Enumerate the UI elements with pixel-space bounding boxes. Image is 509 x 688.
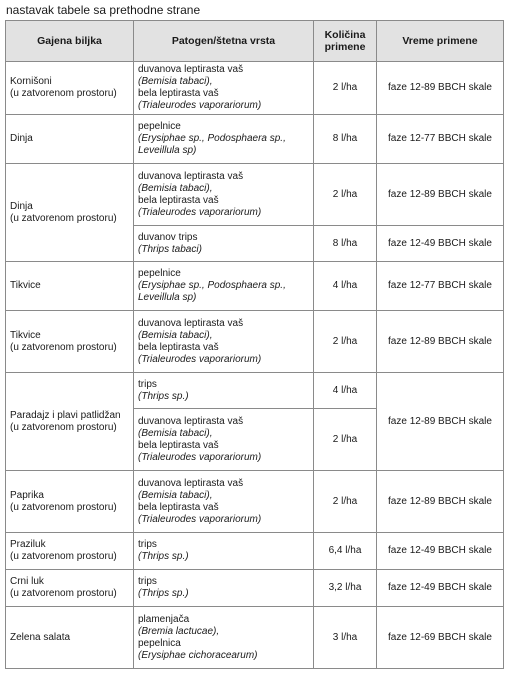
pathogen-cell: [134, 226, 314, 262]
pathogen-line: [138, 171, 309, 183]
crop-name: Kornišoni: [10, 76, 52, 87]
crop-location: (u zatvorenom prostoru): [10, 212, 117, 224]
crop-cell: [6, 373, 134, 471]
header-amount-line2: primene: [324, 41, 366, 53]
crop-name: Dinja: [10, 200, 33, 212]
amount-cell: 2 l/ha: [314, 311, 377, 373]
pathogen-line: [138, 626, 309, 638]
time-cell: faze 12-49 BBCH skale: [377, 570, 504, 607]
pathogen-cell: [134, 262, 314, 311]
pathogen-scientific-name: (Trialeurodes vaporariorum): [138, 353, 262, 365]
pathogen-line: [138, 514, 309, 526]
pathogen-common-name: bela leptirasta vaš: [138, 88, 219, 99]
header-pathogen: Patogen/štetna vrsta: [134, 21, 314, 62]
pathogen-line: [138, 244, 309, 256]
pathogen-common-name: duvanova leptirasta vaš: [138, 170, 244, 182]
crop-cell: [6, 570, 134, 607]
table-row: [6, 262, 504, 311]
pathogen-cell: [134, 471, 314, 533]
pathogen-common-name: pepelnice: [138, 268, 181, 279]
pathogen-common-name: trips: [138, 539, 157, 550]
pathogen-line: [138, 145, 309, 157]
time-cell: faze 12-49 BBCH skale: [377, 226, 504, 262]
time-cell: faze 12-89 BBCH skale: [377, 311, 504, 373]
pathogen-scientific-name: (Bemisia tabaci),: [138, 489, 213, 501]
pathogen-cell: [134, 607, 314, 669]
amount-cell: 2 l/ha: [314, 409, 377, 471]
pathogen-common-name: trips: [138, 378, 157, 390]
pathogen-scientific-name: (Thrips sp.): [138, 551, 189, 562]
pathogen-common-name: pepelnice: [138, 121, 181, 132]
pathogen-common-name: pepelnica: [138, 637, 181, 649]
table-row: [6, 533, 504, 570]
amount-cell: 3,2 l/ha: [314, 570, 377, 607]
pathogen-line: [138, 183, 309, 195]
time-cell: faze 12-69 BBCH skale: [377, 607, 504, 669]
pathogen-line: [138, 440, 309, 452]
pathogen-line: [138, 638, 309, 650]
pathogen-common-name: duvanova leptirasta vaš: [138, 64, 244, 75]
pathogen-line: [138, 452, 309, 464]
amount-cell: 4 l/ha: [314, 373, 377, 409]
amount-cell: 2 l/ha: [314, 62, 377, 115]
pathogen-scientific-name: (Bremia lactucae),: [138, 625, 220, 637]
pathogen-cell: [134, 62, 314, 115]
pathogen-scientific-name: (Erysiphae cichoracearum): [138, 649, 258, 661]
crop-cell: [6, 471, 134, 533]
time-cell: faze 12-77 BBCH skale: [377, 262, 504, 311]
pathogen-scientific-name: (Bemisia tabaci),: [138, 76, 213, 87]
pathogen-cell: [134, 164, 314, 226]
pathogen-line: [138, 88, 309, 100]
crop-cell: [6, 533, 134, 570]
table-row: [6, 607, 504, 669]
pathogen-line: [138, 354, 309, 366]
header-time: Vreme primene: [377, 21, 504, 62]
crop-name: Praziluk: [10, 539, 46, 550]
pathogen-scientific-name: (Thrips sp.): [138, 588, 189, 599]
crop-location: (u zatvorenom prostoru): [10, 341, 117, 353]
crop-cell: [6, 607, 134, 669]
pathogen-common-name: trips: [138, 576, 157, 587]
crop-location: (u zatvorenom prostoru): [10, 551, 117, 562]
pathogen-line: [138, 292, 309, 304]
pathogen-common-name: bela leptirasta vaš: [138, 439, 219, 451]
pathogen-line: [138, 478, 309, 490]
time-cell: faze 12-89 BBCH skale: [377, 62, 504, 115]
crop-name: Tikvice: [10, 280, 41, 291]
pathogen-line: [138, 330, 309, 342]
pathogen-cell: [134, 409, 314, 471]
crop-location: (u zatvorenom prostoru): [10, 88, 117, 99]
pathogen-line: [138, 428, 309, 440]
table-row: [6, 115, 504, 164]
pathogen-scientific-name: (Trialeurodes vaporariorum): [138, 513, 262, 525]
crop-name: Zelena salata: [10, 631, 71, 643]
crop-name: Paprika: [10, 489, 44, 501]
pathogen-line: [138, 391, 309, 403]
pathogen-line: [138, 502, 309, 514]
pathogen-line: [138, 280, 309, 292]
crop-cell: [6, 311, 134, 373]
pathogen-scientific-name: (Trialeurodes vaporariorum): [138, 100, 262, 111]
pathogen-common-name: duvanova leptirasta vaš: [138, 415, 244, 427]
crop-cell: [6, 262, 134, 311]
table-row: [6, 471, 504, 533]
time-cell: faze 12-89 BBCH skale: [377, 471, 504, 533]
time-cell: faze 12-89 BBCH skale: [377, 373, 504, 471]
amount-cell: 2 l/ha: [314, 471, 377, 533]
amount-cell: 8 l/ha: [314, 226, 377, 262]
crop-name: Tikvice: [10, 329, 41, 341]
pathogen-line: [138, 416, 309, 428]
header-amount: [314, 21, 377, 62]
pathogen-cell: [134, 373, 314, 409]
pathogen-line: [138, 650, 309, 662]
application-table: [5, 20, 504, 669]
pathogen-scientific-name: (Bemisia tabaci),: [138, 182, 213, 194]
pathogen-line: [138, 342, 309, 354]
crop-cell: [6, 164, 134, 262]
amount-cell: 6,4 l/ha: [314, 533, 377, 570]
pathogen-line: [138, 64, 309, 76]
pathogen-line: [138, 232, 309, 244]
pathogen-cell: [134, 570, 314, 607]
pathogen-scientific-name: (Erysiphae sp., Podosphaera sp.,: [138, 133, 286, 144]
table-caption: nastavak tabele sa prethodne strane: [6, 3, 201, 17]
crop-name: Dinja: [10, 133, 33, 144]
time-cell: faze 12-77 BBCH skale: [377, 115, 504, 164]
pathogen-line: [138, 133, 309, 145]
table-row: [6, 373, 504, 409]
pathogen-scientific-name: (Thrips sp.): [138, 390, 189, 402]
pathogen-scientific-name: Leveillula sp): [138, 292, 197, 303]
pathogen-scientific-name: (Trialeurodes vaporariorum): [138, 206, 262, 218]
table-row: [6, 311, 504, 373]
pathogen-scientific-name: (Erysiphae sp., Podosphaera sp.,: [138, 280, 286, 291]
pathogen-common-name: bela leptirasta vaš: [138, 194, 219, 206]
pathogen-scientific-name: (Bemisia tabaci),: [138, 329, 213, 341]
crop-name: Paradajz i plavi patlidžan: [10, 409, 121, 421]
table-header-row: [6, 21, 504, 62]
pathogen-line: [138, 268, 309, 280]
pathogen-cell: [134, 311, 314, 373]
pathogen-common-name: bela leptirasta vaš: [138, 341, 219, 353]
pathogen-line: [138, 195, 309, 207]
pathogen-line: [138, 588, 309, 600]
pathogen-common-name: plamenjača: [138, 613, 190, 625]
header-amount-line1: Količina: [324, 29, 366, 41]
pathogen-line: [138, 100, 309, 112]
table-row: [6, 164, 504, 226]
pathogen-common-name: duvanov trips: [138, 231, 198, 243]
pathogen-common-name: duvanova leptirasta vaš: [138, 477, 244, 489]
pathogen-line: [138, 490, 309, 502]
crop-location: (u zatvorenom prostoru): [10, 588, 117, 599]
pathogen-scientific-name: (Bemisia tabaci),: [138, 427, 213, 439]
crop-location: (u zatvorenom prostoru): [10, 501, 117, 513]
crop-location: (u zatvorenom prostoru): [10, 421, 117, 433]
amount-cell: 4 l/ha: [314, 262, 377, 311]
header-crop: Gajena biljka: [6, 21, 134, 62]
pathogen-line: [138, 539, 309, 551]
time-cell: faze 12-89 BBCH skale: [377, 164, 504, 226]
pathogen-line: [138, 551, 309, 563]
amount-cell: 2 l/ha: [314, 164, 377, 226]
pathogen-cell: [134, 115, 314, 164]
time-cell: faze 12-49 BBCH skale: [377, 533, 504, 570]
pathogen-common-name: bela leptirasta vaš: [138, 501, 219, 513]
pathogen-line: [138, 207, 309, 219]
crop-cell: [6, 62, 134, 115]
pathogen-scientific-name: (Trialeurodes vaporariorum): [138, 451, 262, 463]
pathogen-common-name: duvanova leptirasta vaš: [138, 317, 244, 329]
pathogen-line: [138, 76, 309, 88]
crop-cell: [6, 115, 134, 164]
crop-name: Crni luk: [10, 576, 44, 587]
pathogen-line: [138, 379, 309, 391]
pathogen-line: [138, 614, 309, 626]
amount-cell: 8 l/ha: [314, 115, 377, 164]
pathogen-scientific-name: Leveillula sp): [138, 145, 197, 156]
pathogen-line: [138, 121, 309, 133]
table-row: [6, 62, 504, 115]
table-row: [6, 570, 504, 607]
pathogen-scientific-name: (Thrips tabaci): [138, 243, 202, 255]
pathogen-line: [138, 318, 309, 330]
pathogen-line: [138, 576, 309, 588]
pathogen-cell: [134, 533, 314, 570]
amount-cell: 3 l/ha: [314, 607, 377, 669]
